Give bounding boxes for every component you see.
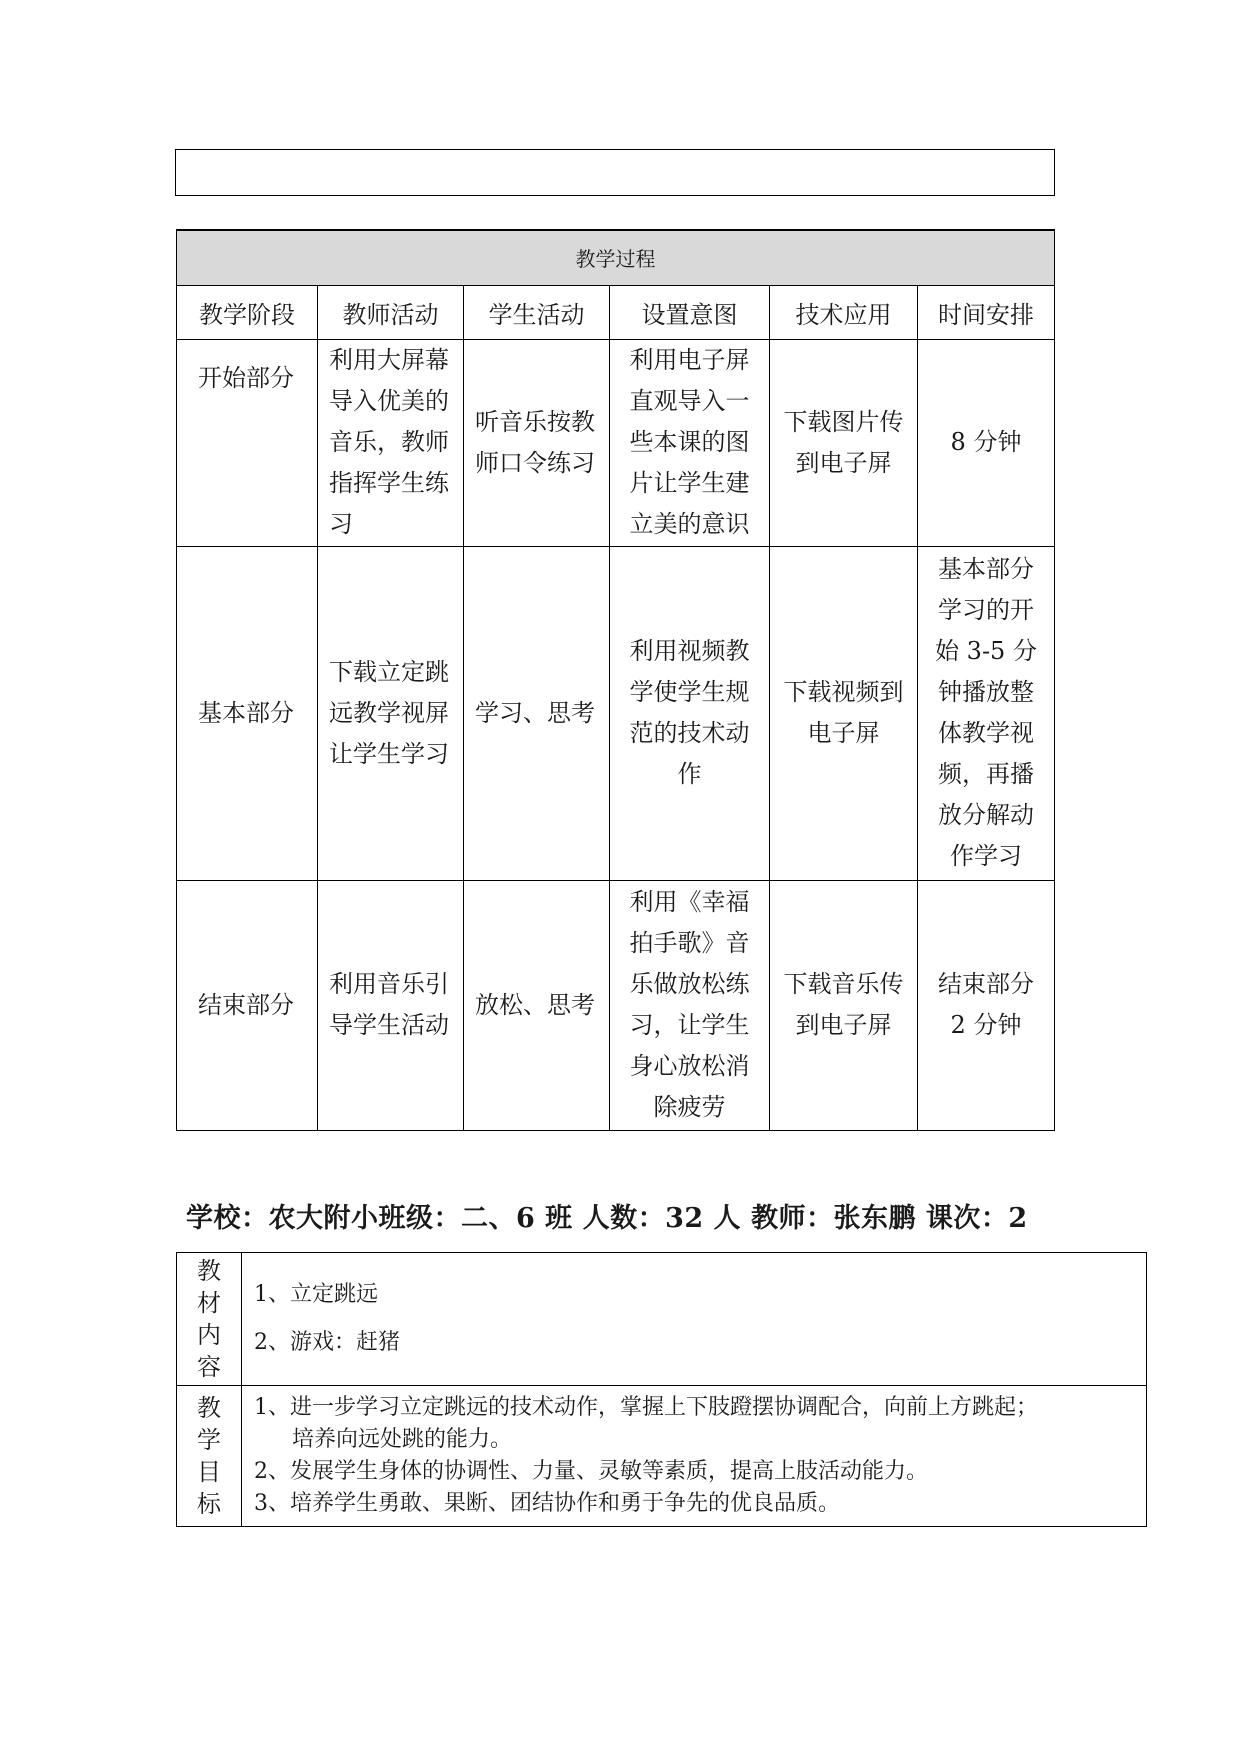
column-header-tech: 技术应用 bbox=[770, 285, 918, 339]
column-header-student: 学生活动 bbox=[464, 285, 610, 339]
table-header-row bbox=[177, 285, 1055, 339]
goals-label: 教 学 目 标 bbox=[177, 1386, 242, 1527]
table-row bbox=[177, 880, 1055, 1130]
stage-cell: 开始部分 bbox=[177, 339, 318, 546]
list-item: 1、进一步学习立定跳远的技术动作，掌握上下肢蹬摆协调配合，向前上方跳起； 培养向远处跳的能力。 bbox=[254, 1395, 1038, 1452]
table-row bbox=[177, 546, 1055, 880]
column-header-teacher: 教师活动 bbox=[318, 285, 464, 339]
time-cell: 8 分钟 bbox=[918, 339, 1055, 546]
goals-content bbox=[242, 1386, 1147, 1527]
materials-content bbox=[242, 1253, 1147, 1386]
stage-cell: 基本部分 bbox=[177, 546, 318, 880]
class-info-line: 学校：农大附小班级：二、6 班 人数：32 人 教师：张东鹏 课次：2 bbox=[186, 1203, 1028, 1234]
table-title: 教学过程 bbox=[177, 230, 1055, 285]
list-item: 3、培养学生勇敢、果断、团结协作和勇于争先的优良品质。 bbox=[254, 1491, 840, 1516]
stage-cell: 结束部分 bbox=[177, 880, 318, 1130]
list-item: 2、游戏：赶猪 bbox=[254, 1330, 400, 1355]
materials-row bbox=[177, 1253, 1147, 1386]
teacher-cell: 下载立定跳远教学视屏让学生学习 bbox=[318, 546, 464, 880]
table-title-row bbox=[177, 230, 1055, 285]
intent-cell: 利用视频教学使学生规范的技术动作 bbox=[610, 546, 770, 880]
intent-cell: 利用电子屏直观导入一些本课的图片让学生建立美的意识 bbox=[610, 339, 770, 546]
student-cell: 放松、思考 bbox=[464, 880, 610, 1130]
materials-label: 教 材 内 容 bbox=[177, 1253, 242, 1386]
student-cell: 学习、思考 bbox=[464, 546, 610, 880]
tech-cell: 下载图片传到电子屏 bbox=[770, 339, 918, 546]
column-header-stage: 教学阶段 bbox=[177, 285, 318, 339]
time-cell: 结束部分 2 分钟 bbox=[918, 880, 1055, 1130]
teaching-process-table bbox=[176, 229, 1055, 1131]
column-header-intent: 设置意图 bbox=[610, 285, 770, 339]
time-cell: 基本部分学习的开始 3-5 分钟播放整体教学视频，再播放分解动作学习 bbox=[918, 546, 1055, 880]
tech-cell: 下载视频到电子屏 bbox=[770, 546, 918, 880]
tech-cell: 下载音乐传到电子屏 bbox=[770, 880, 918, 1130]
lesson-content-table bbox=[176, 1252, 1147, 1527]
teacher-cell: 利用大屏幕导入优美的音乐，教师指挥学生练习 bbox=[318, 339, 464, 546]
list-item: 1、立定跳远 bbox=[254, 1282, 378, 1307]
student-cell: 听音乐按教师口令练习 bbox=[464, 339, 610, 546]
table-row bbox=[177, 339, 1055, 546]
column-header-time: 时间安排 bbox=[918, 285, 1055, 339]
list-item: 2、发展学生身体的协调性、力量、灵敏等素质，提高上肢活动能力。 bbox=[254, 1459, 928, 1484]
teacher-cell: 利用音乐引导学生活动 bbox=[318, 880, 464, 1130]
goals-row bbox=[177, 1386, 1147, 1527]
empty-header-box bbox=[175, 149, 1055, 196]
intent-cell: 利用《幸福拍手歌》音乐做放松练习，让学生身心放松消除疲劳 bbox=[610, 880, 770, 1130]
